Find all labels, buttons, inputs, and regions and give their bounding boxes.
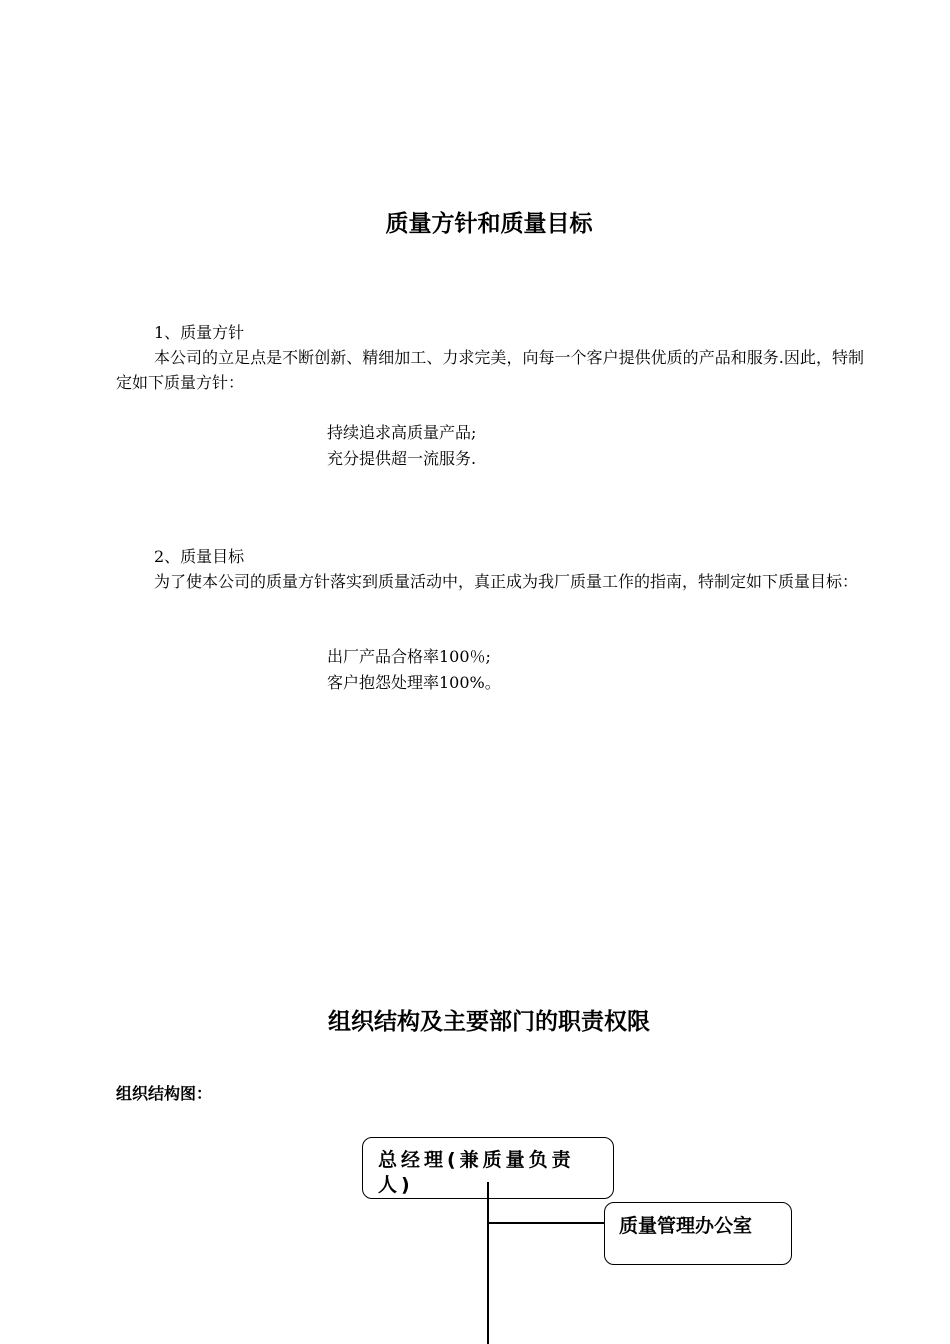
- org-chart-label: 组织结构图：: [116, 1084, 213, 1103]
- objective-item-1: 出厂产品合格率100％;: [327, 647, 491, 666]
- objective-item-2: 客户抱怨处理率100%。: [327, 673, 501, 692]
- org-connector-horizontal: [487, 1222, 605, 1224]
- paragraph-quality-policy: 本公司的立足点是不断创新、精细加工、力求完美，向每一个客户提供优质的产品和服务.因此，特制定如下质量方针：: [116, 348, 864, 392]
- heading-quality-policy: 1、质量方针: [154, 323, 245, 342]
- heading-quality-objective: 2、质量目标: [154, 547, 245, 566]
- org-box-quality-office: [604, 1202, 792, 1265]
- policy-item-1: 持续追求高质量产品;: [327, 423, 477, 442]
- paragraph-quality-objective: 为了使本公司的质量方针落实到质量活动中，真正成为我厂质量工作的指南，特制定如下质量目标：: [154, 572, 859, 591]
- section-title-quality-policy: 质量方针和质量目标: [385, 211, 593, 237]
- org-label-general-manager: 总经理(兼质量负责人): [378, 1149, 575, 1196]
- org-label-quality-office: 质量管理办公室: [619, 1215, 753, 1237]
- policy-item-2: 充分提供超一流服务.: [327, 449, 477, 468]
- section-title-organization: 组织结构及主要部门的职责权限: [328, 1009, 650, 1035]
- org-connector-vertical: [487, 1182, 489, 1344]
